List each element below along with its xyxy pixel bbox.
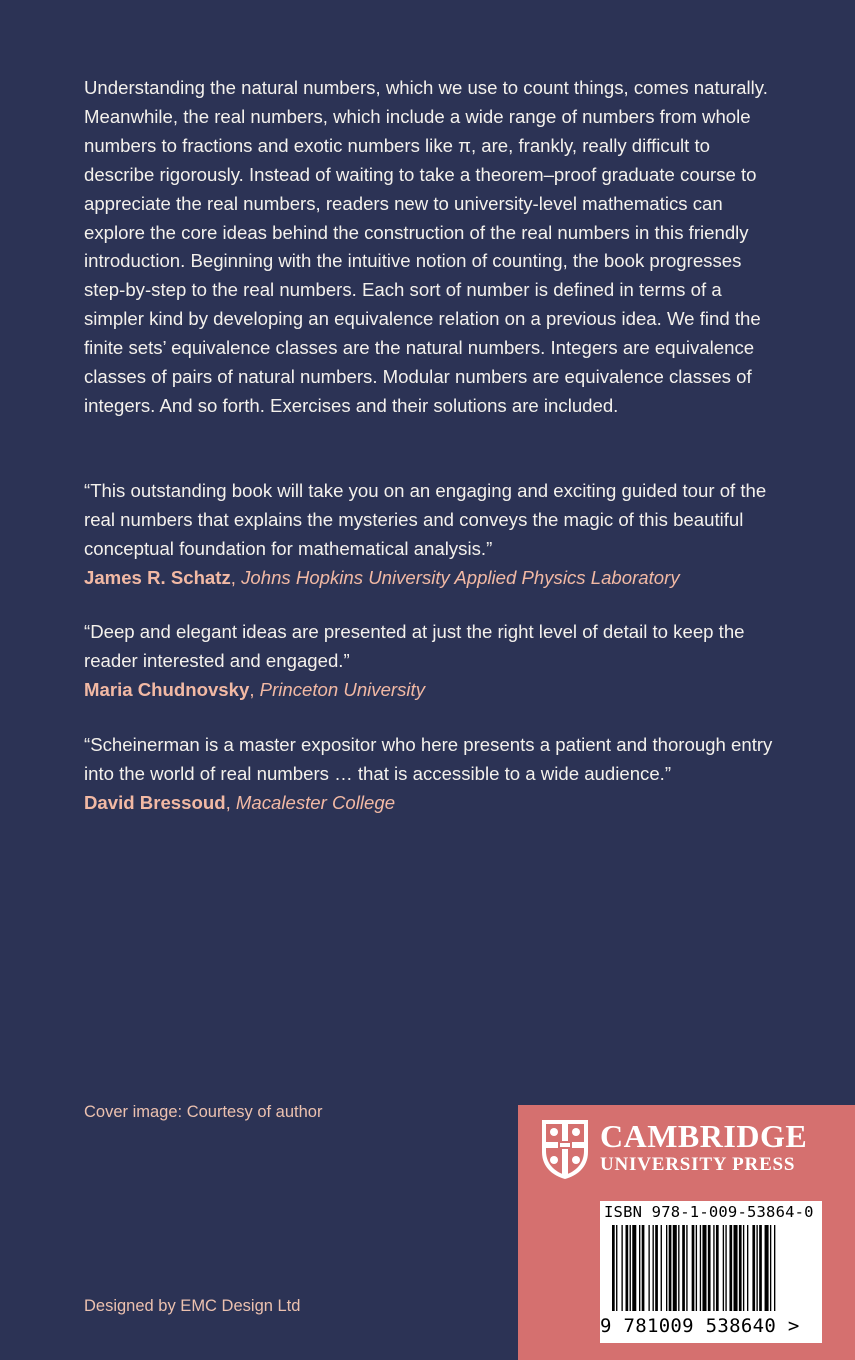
barcode-bar bbox=[752, 1225, 755, 1311]
barcode-bar bbox=[747, 1225, 748, 1311]
barcode-bar bbox=[774, 1225, 775, 1311]
barcode-bar bbox=[686, 1225, 687, 1311]
endorsement-2 bbox=[84, 618, 784, 705]
endorser-affiliation: Johns Hopkins University Applied Physics Laboratory bbox=[241, 566, 680, 588]
cambridge-shield-icon bbox=[540, 1118, 590, 1180]
isbn-barcode bbox=[600, 1201, 822, 1343]
endorser-name: James R. Schatz bbox=[84, 566, 231, 588]
barcode-bar bbox=[692, 1225, 695, 1311]
barcode-bar bbox=[770, 1225, 771, 1311]
back-cover-blurb: Understanding the natural numbers, which we use to count things, comes naturally. Meanwhile, the real numbers, which include a wide range of numbers from whole numbers to fractions and exotic numbers like π, are, frankly, really difficult to describe rigorously. Instead of waiting to take a theorem–proof graduate course to appreciate the real numbers, readers new to university-level mathematics can explore the core ideas behind the construction of the real numbers in this friendly introduction. Beginning with the intuitive notion of counting, the book progresses step-by-step to the real numbers. Each sort of number is defined in terms of a simpler kind by developing an equivalence relation on a previous idea. We find the finite sets’ equivalence classes are the natural numbers. Integers are equivalence classes of pairs of natural numbers. Modular numbers are equivalence classes of integers. And so forth. Exercises and their solutions are included. bbox=[84, 77, 768, 416]
endorsement-quote: “Scheinerman is a master expositor who here presents a patient and thorough entry into the world of real numbers … that is accessible to a wide audience.” bbox=[84, 734, 773, 784]
barcode-bar bbox=[723, 1225, 724, 1311]
endorsement-1 bbox=[84, 477, 784, 593]
publisher-logo bbox=[540, 1118, 830, 1180]
barcode-bar bbox=[632, 1225, 636, 1311]
endorsement-quote: “This outstanding book will take you on an engaging and exciting guided tour of the real numbers that explains the mysteries and conveys the magic of this beautiful conceptual foundation for mathematical analysis.” bbox=[84, 480, 767, 559]
publisher-panel bbox=[518, 1105, 855, 1360]
barcode-icon bbox=[604, 1225, 818, 1315]
isbn-label: ISBN 978-1-009-53864-0 bbox=[604, 1203, 814, 1221]
barcode-bar bbox=[653, 1225, 654, 1311]
endorsement-quote: “Deep and elegant ideas are presented at just the right level of detail to keep the reader interested and engaged.” bbox=[84, 621, 745, 671]
endorsement-attribution: James R. Schatz, Johns Hopkins University Applied Physics Laboratory bbox=[84, 566, 680, 588]
barcode-bar bbox=[729, 1225, 732, 1311]
barcode-bar bbox=[616, 1225, 617, 1311]
barcode-bar bbox=[734, 1225, 738, 1311]
ean-digits: 9 781009 538640 > bbox=[600, 1315, 800, 1337]
barcode-bar bbox=[700, 1225, 701, 1311]
barcode-bar bbox=[612, 1225, 615, 1311]
endorser-name: Maria Chudnovsky bbox=[84, 678, 250, 700]
endorser-name: David Bressoud bbox=[84, 791, 226, 813]
design-credit: Designed by EMC Design Ltd bbox=[84, 1297, 301, 1315]
barcode-bar bbox=[702, 1225, 706, 1311]
barcode-bar bbox=[739, 1225, 742, 1311]
barcode-bar bbox=[743, 1225, 744, 1311]
barcode-bar bbox=[630, 1225, 631, 1311]
barcode-bar bbox=[642, 1225, 645, 1311]
barcode-bar bbox=[666, 1225, 667, 1311]
barcode-bar bbox=[639, 1225, 640, 1311]
barcode-bar bbox=[655, 1225, 658, 1311]
endorser-affiliation: Macalester College bbox=[235, 791, 396, 813]
barcode-bar bbox=[661, 1225, 662, 1311]
barcode-bar bbox=[696, 1225, 697, 1311]
barcode-bar bbox=[648, 1225, 649, 1311]
barcode-bar bbox=[716, 1225, 719, 1311]
barcode-bar bbox=[759, 1225, 762, 1311]
barcode-bar bbox=[708, 1225, 711, 1311]
endorsement-attribution: David Bressoud, Macalester College bbox=[84, 791, 396, 813]
barcode-bar bbox=[765, 1225, 769, 1311]
barcode-bar bbox=[678, 1225, 679, 1311]
barcode-bar bbox=[626, 1225, 629, 1311]
publisher-name: CAMBRIDGE bbox=[600, 1118, 808, 1154]
endorsement-attribution: Maria Chudnovsky, Princeton University bbox=[84, 678, 426, 700]
cover-image-credit: Cover image: Courtesy of author bbox=[84, 1103, 323, 1121]
barcode-bar bbox=[725, 1225, 726, 1311]
barcode-bar bbox=[756, 1225, 757, 1311]
barcode-bar bbox=[669, 1225, 672, 1311]
barcode-bar bbox=[713, 1225, 714, 1311]
endorser-affiliation: Princeton University bbox=[259, 678, 426, 700]
barcode-bar bbox=[673, 1225, 677, 1311]
barcode-bar bbox=[621, 1225, 622, 1311]
barcode-bar bbox=[682, 1225, 685, 1311]
publisher-subname: UNIVERSITY PRESS bbox=[600, 1154, 796, 1175]
endorsement-3 bbox=[84, 731, 784, 818]
